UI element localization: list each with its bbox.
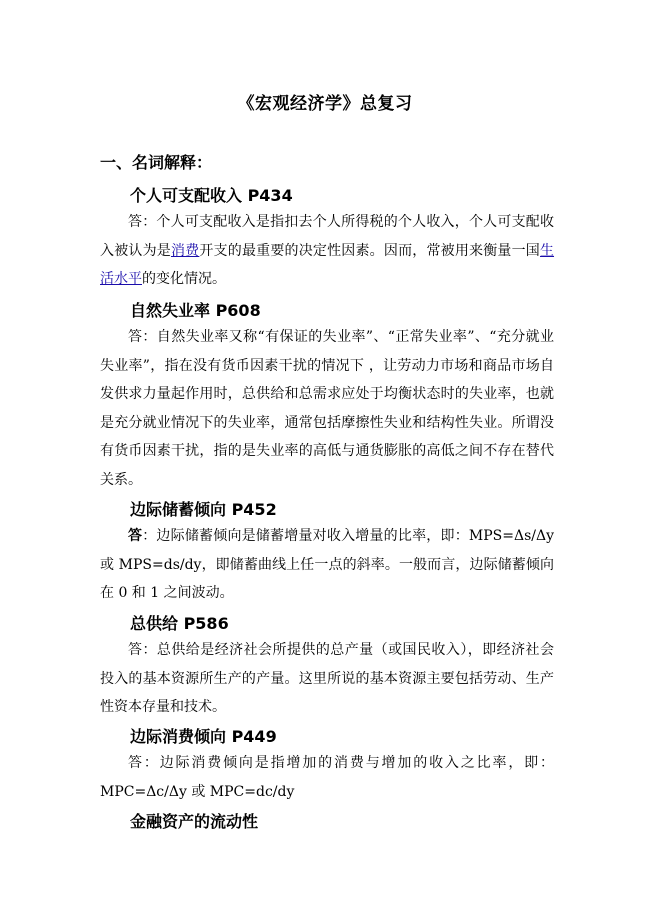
document-title: 《宏观经济学》总复习 — [237, 94, 413, 114]
answer-label: 答： — [128, 214, 157, 230]
answer-text: 个人可支配收入是指扣去个人所得税的个人收入，个人可支配收入被认为是 — [100, 214, 555, 259]
term-aggregate-supply: 总供给 P586 — [130, 614, 229, 633]
answer-text: 边际消费倾向是指增加的消费与增加的收入之比率，即：MPC=Δc/Δy 或 MPC=dc/dy — [100, 755, 555, 800]
answer-text: 开支的最重要的决定性因素。因而，常被用来衡量一国 — [199, 242, 541, 259]
term-mpc: 边际消费倾向 P449 — [130, 727, 277, 746]
answer-label: 答 — [128, 528, 143, 544]
answer-label: 答： — [128, 329, 157, 345]
section-heading: 一、名词解释： — [100, 153, 213, 172]
term-financial-liquidity: 金融资产的流动性 — [130, 812, 259, 831]
answer-natural-unemployment — [100, 323, 554, 494]
answer-label: 答： — [128, 755, 160, 771]
term-disposable-income: 个人可支配收入 P434 — [130, 186, 293, 205]
link-living-standard[interactable]: 生活水平 — [100, 242, 555, 287]
answer-mpc — [100, 749, 554, 806]
answer-mps — [100, 522, 554, 608]
answer-text: 的变化情况。 — [142, 271, 226, 287]
answer-aggregate-supply — [100, 636, 554, 722]
answer-text: ：边际储蓄倾向是储蓄增量对收入增量的比率，即：MPS=Δs/Δy 或 MPS=ds/dy，即储蓄曲线上任一点的斜率。一般而言，边际储蓄倾向在 0 和 1 之间波动。 — [100, 528, 555, 601]
term-mps: 边际储蓄倾向 P452 — [130, 500, 277, 519]
answer-disposable-income — [100, 208, 554, 294]
answer-text: 自然失业率又称“有保证的失业率”、“正常失业率”、“充分就业失业率”，指在没有货币因素干扰的情况下 ，让劳动力市场和商品市场自发供求力量起作用时，总供给和总需求应处于均衡状态时的失业率，也就是充分就业情况下的失业率，通常包括摩擦性失业和结构性失业。所谓没有货币因素干扰，指的是失业率的高低与通货膨胀的高低之间不存在替代关系。 — [100, 329, 554, 488]
answer-text: 总供给是经济社会所提供的总产量（或国民收入），即经济社会投入的基本资源所生产的产量。这里所说的基本资源主要包括劳动、生产性资本存量和技术。 — [100, 642, 555, 715]
answer-label: 答： — [128, 642, 157, 658]
term-natural-unemployment: 自然失业率 P608 — [130, 301, 261, 320]
link-consumption[interactable]: 消费 — [170, 242, 200, 259]
